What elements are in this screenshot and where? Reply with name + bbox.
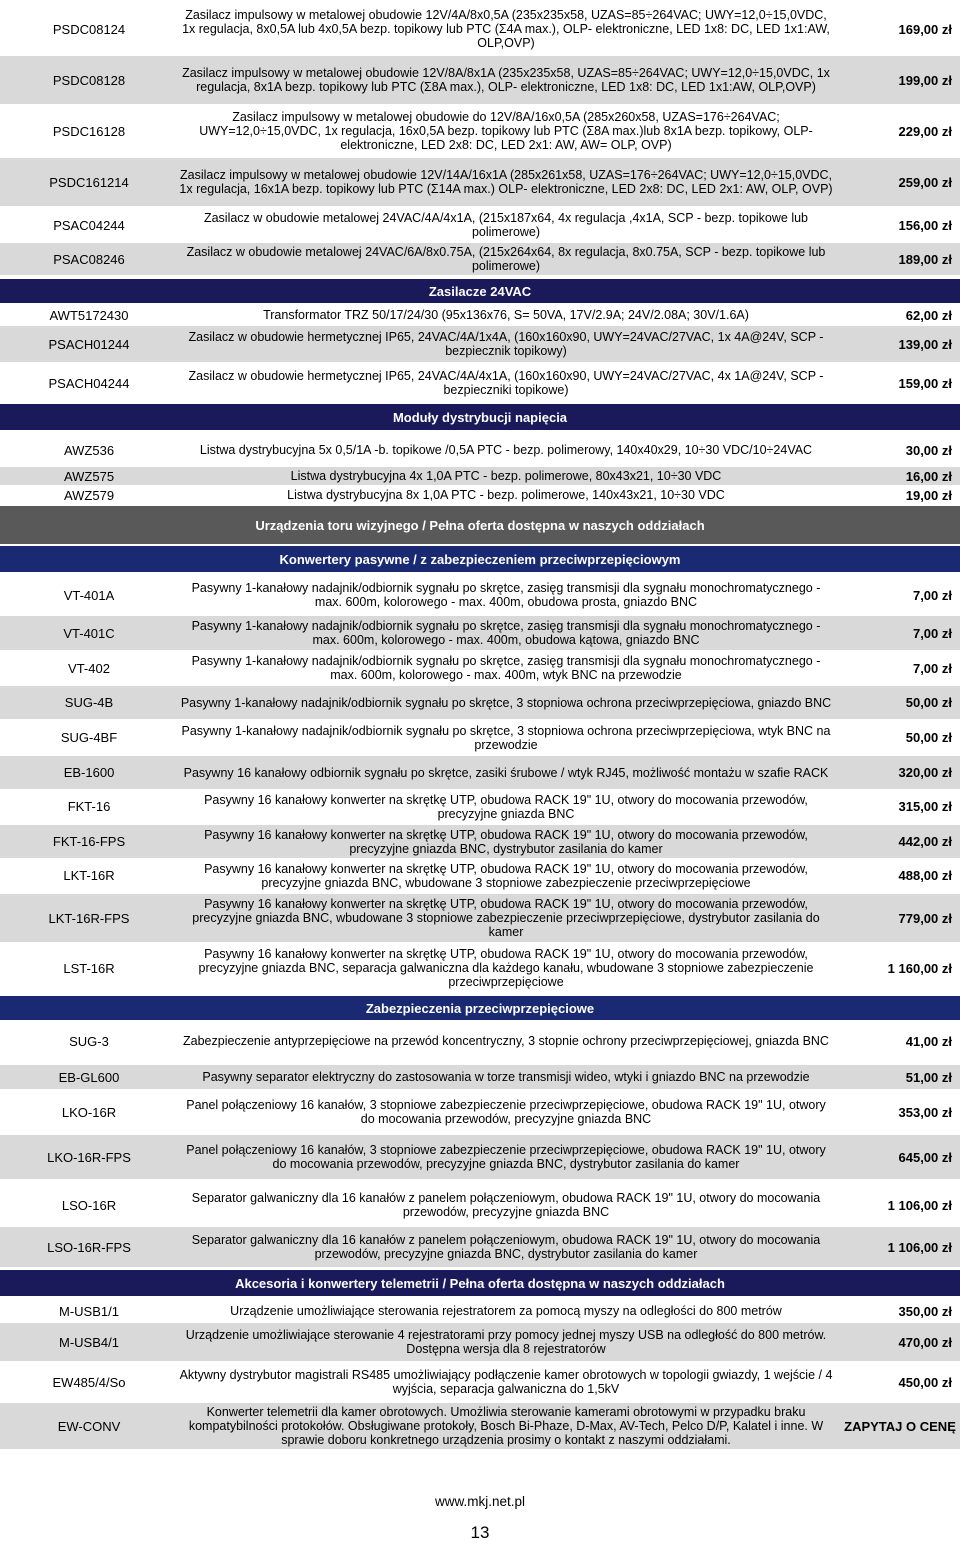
product-price: 50,00 zł bbox=[905, 730, 952, 745]
product-price: 488,00 zł bbox=[898, 868, 952, 883]
table-row bbox=[0, 686, 960, 719]
product-code: LSO-16R bbox=[61, 1197, 117, 1213]
product-price: 7,00 zł bbox=[912, 660, 952, 676]
product-description: Pasywny 16 kanałowy odbiornik sygnału po skrętce, zasiki śrubowe / wtyk RJ45, możliwość montażu w szafie RACK bbox=[183, 765, 829, 780]
product-description: Panel połączeniowy 16 kanałów, 3 stopniowe zabezpieczenie przeciwprzepięciowe, obudowa RACK 19" 1U, otwory do mocowania przewodów, precyzyjne gniazda BNC, dystrybutor zasilania do kamer bbox=[186, 1143, 826, 1171]
product-code: FKT-16 bbox=[67, 799, 111, 814]
product-description: Aktywny dystrybutor magistrali RS485 umożliwiający podłączenie kamer obrotowych w topologii gwiazdy, 1 wejście / 4 wyjścia, separacja galwaniczna do 1,5kV bbox=[179, 1368, 833, 1396]
product-price: 1 106,00 zł bbox=[887, 1197, 952, 1213]
product-description: Pasywny 16 kanałowy konwerter na skrętkę UTP, obudowa RACK 19" 1U, otwory do mocowania przewodów, precyzyjne gniazda BNC, wbudowane 3 stopniowe zabezpieczenie przeciwprzepięciowe, dystrybutor zasilania do kamer bbox=[192, 897, 820, 939]
product-description: Pasywny 1-kanałowy nadajnik/odbiornik sygnału po skrętce, 3 stopniowa ochrona przeciwprzepięciowa, wtyk BNC na przewodzie bbox=[181, 723, 831, 752]
section-header-zabezpieczenia: Zabezpieczenia przeciwprzepięciowe bbox=[0, 996, 960, 1020]
product-price: 1 106,00 zł bbox=[887, 1239, 952, 1255]
page-number: 13 bbox=[470, 1523, 490, 1542]
table-row bbox=[0, 756, 960, 789]
product-price: 169,00 zł bbox=[898, 21, 952, 37]
product-price: 259,00 zł bbox=[898, 174, 952, 190]
product-code: M-USB4/1 bbox=[59, 1334, 119, 1350]
table-row bbox=[0, 616, 960, 650]
product-price: 41,00 zł bbox=[905, 1033, 952, 1049]
product-code: SUG-4B bbox=[64, 695, 114, 710]
table-row bbox=[0, 1022, 960, 1060]
product-description: Pasywny 16 kanałowy konwerter na skrętkę UTP, obudowa RACK 19" 1U, otwory do mocowania przewodów, precyzyjne gniazda BNC, dystrybutor zasilania do kamer bbox=[204, 827, 808, 856]
product-description: Zasilacz impulsowy w metalowej obudowie 12V/8A/8x1A (235x235x58, UZAS=85÷264VAC; UWY=12,0÷15,0VDC, 1x regulacja, 8x1A bezp. topikowy lub PTC (Σ8A max.), OLP- elektroniczne, LED 1x8: DC, LED 1x1:AW, OLP,OVP) bbox=[182, 66, 830, 94]
product-code: PSAC04244 bbox=[53, 217, 125, 233]
table-row bbox=[0, 364, 960, 402]
product-description: Zasilacz w obudowie metalowej 24VAC/4A/4x1A, (215x187x64, 4x regulacja ,4x1A, SCP - bezp. topikowe lub polimerowe) bbox=[203, 211, 809, 239]
product-description: Transformator TRZ 50/17/24/30 (95x136x76, S= 50VA, 17V/2.9A; 24V/2.08A; 30V/1.6A) bbox=[263, 308, 749, 322]
table-row bbox=[0, 1185, 960, 1225]
section-header-tor-wizyjny: Urządzenia toru wizyjnego / Pełna oferta dostępna w naszych oddziałach bbox=[0, 506, 960, 544]
product-code: PSACH01244 bbox=[48, 336, 130, 352]
product-description: Zasilacz w obudowie hermetycznej IP65, 24VAC/4A/4x1A, (160x160x90, UWY=24VAC/27VAC, 4x 1A@24V, SCP - bezpieczniki topikowe) bbox=[188, 369, 824, 397]
product-code: LKO-16R bbox=[61, 1104, 117, 1120]
product-description: Separator galwaniczny dla 16 kanałów z panelem połączeniowym, obudowa RACK 19" 1U, otwory do mocowania przewodów, precyzyjne gniazda BNC, dystrybutor zasilania do kamer bbox=[191, 1233, 821, 1261]
product-price: 30,00 zł bbox=[905, 442, 952, 458]
section-header-moduly: Moduły dystrybucji napięcia bbox=[0, 404, 960, 430]
table-row bbox=[0, 577, 960, 613]
table-row bbox=[0, 651, 960, 685]
product-description: Pasywny 1-kanałowy nadajnik/odbiornik sygnału po skrętce, zasięg transmisji dla sygnału monochromatycznego - max. 600m, kolorowego - max. 400m, obudowa prosta, gniazdo BNC bbox=[191, 581, 821, 609]
table-row bbox=[0, 305, 960, 325]
table-row bbox=[0, 1135, 960, 1179]
product-price: 229,00 zł bbox=[898, 123, 952, 139]
table-row bbox=[0, 158, 960, 206]
table-row bbox=[0, 721, 960, 754]
product-code: PSACH04244 bbox=[48, 375, 130, 391]
product-price: 450,00 zł bbox=[898, 1374, 952, 1390]
product-description: Pasywny 1-kanałowy nadajnik/odbiornik sygnału po skrętce, zasięg transmisji dla sygnału monochromatycznego - max. 600m, kolorowego - max. 400m, obudowa kątowa, gniazdo BNC bbox=[191, 619, 821, 647]
product-code: AWZ575 bbox=[63, 468, 115, 484]
product-code: PSDC161214 bbox=[49, 174, 129, 190]
product-price: ZAPYTAJ O CENĘ bbox=[844, 1418, 956, 1434]
product-description: Pasywny 1-kanałowy nadajnik/odbiornik sygnału po skrętce, 3 stopniowa ochrona przeciwprzepięciowa, gniazdo BNC bbox=[180, 695, 832, 710]
product-price: 320,00 zł bbox=[898, 765, 952, 780]
table-row bbox=[0, 435, 960, 465]
table-row bbox=[0, 894, 960, 942]
product-description: Listwa dystrybucyjna 4x 1,0A PTC - bezp. polimerowe, 80x43x21, 10÷30 VDC bbox=[290, 469, 722, 483]
product-description: Zabezpieczenie antyprzepięciowe na przewód koncentryczny, 3 stopnie ochrony przeciwprzepięciowej, gniazda BNC bbox=[183, 1034, 829, 1048]
product-description: Panel połączeniowy 16 kanałów, 3 stopniowe zabezpieczenie przeciwprzepięciowe, obudowa RACK 19" 1U, otwory do mocowania przewodów, precyzyjne gniazda BNC bbox=[186, 1098, 826, 1126]
product-description: Zasilacz impulsowy w metalowej obudowie do 12V/8A/16x0,5A (285x260x58, UZAS=176÷264VAC; UWY=12,0÷15,0VDC, 1x regulacja, 16x0,5A bezp. topikowy lub PTC (Σ8A max.)lub 8x1A bezp. topikowy, OLP- elektroniczne, LED 2x8: DC, LED 2x1: AW, AW= OLP, OVP) bbox=[199, 110, 813, 152]
table-row bbox=[0, 1364, 960, 1400]
product-price: 1 160,00 zł bbox=[887, 960, 952, 976]
product-description: Pasywny 16 kanałowy konwerter na skrętkę UTP, obudowa RACK 19" 1U, otwory do mocowania przewodów, precyzyjne gniazda BNC bbox=[204, 792, 808, 821]
product-price: 19,00 zł bbox=[905, 487, 952, 503]
product-code: PSDC08124 bbox=[52, 21, 126, 37]
product-price: 189,00 zł bbox=[898, 251, 952, 267]
product-code: LKT-16R bbox=[63, 868, 115, 883]
product-price: 315,00 zł bbox=[898, 799, 952, 814]
product-price: 7,00 zł bbox=[912, 587, 952, 603]
product-description: Zasilacz impulsowy w metalowej obudowie 12V/4A/8x0,5A (235x235x58, UZAS=85÷264VAC; UWY=12,0÷15,0VDC, 1x regulacja, 8x0,5A lub 4x0,5A bezp. topikowy lub PTC (Σ4A max.), OLP- elektroniczne, LED 1x8: DC, LED 1x1:AW, OLP,OVP) bbox=[182, 8, 830, 50]
product-description: Listwa dystrybucyjna 8x 1,0A PTC - bezp. polimerowe, 140x43x21, 10÷30 VDC bbox=[287, 488, 725, 502]
product-code: PSAC08246 bbox=[53, 251, 125, 267]
product-code: LKO-16R-FPS bbox=[47, 1149, 131, 1165]
product-price: 353,00 zł bbox=[898, 1104, 952, 1120]
product-price: 139,00 zł bbox=[898, 336, 952, 352]
table-row bbox=[0, 467, 960, 485]
product-code: M-USB1/1 bbox=[59, 1303, 119, 1319]
product-code: SUG-4BF bbox=[60, 730, 118, 745]
table-row bbox=[0, 106, 960, 156]
product-price: 50,00 zł bbox=[905, 695, 952, 710]
product-code: VT-401C bbox=[63, 625, 115, 641]
product-code: LKT-16R-FPS bbox=[48, 910, 130, 926]
product-price: 16,00 zł bbox=[905, 468, 952, 484]
product-code: VT-402 bbox=[68, 660, 110, 676]
product-price: 350,00 zł bbox=[898, 1303, 952, 1319]
product-description: Pasywny 16 kanałowy konwerter na skrętkę UTP, obudowa RACK 19" 1U, otwory do mocowania przewodów, precyzyjne gniazda BNC, wbudowane 3 stopniowe zabezpieczenie przeciwprzepięciowe bbox=[204, 861, 808, 890]
product-code: AWT5172430 bbox=[49, 307, 129, 323]
table-row bbox=[0, 4, 960, 54]
table-row bbox=[0, 825, 960, 858]
table-row bbox=[0, 1093, 960, 1131]
product-code: FKT-16-FPS bbox=[52, 834, 126, 849]
table-row bbox=[0, 56, 960, 104]
table-row bbox=[0, 1323, 960, 1361]
product-code: EB-GL600 bbox=[58, 1069, 120, 1085]
table-row bbox=[0, 1065, 960, 1089]
product-price: 199,00 zł bbox=[898, 72, 952, 88]
table-row bbox=[0, 859, 960, 892]
product-code: LSO-16R-FPS bbox=[47, 1239, 131, 1255]
product-price: 62,00 zł bbox=[905, 307, 952, 323]
product-description: Urządzenie umożliwiające sterowania rejestratorem za pomocą myszy na odległości do 800 metrów bbox=[230, 1304, 782, 1318]
table-row bbox=[0, 208, 960, 242]
table-row bbox=[0, 486, 960, 504]
product-description: Listwa dystrybucyjna 5x 0,5/1A -b. topikowe /0,5A PTC - bezp. polimerowy, 140x40x29, 10÷30 VDC/10÷24VAC bbox=[199, 443, 813, 457]
product-description: Zasilacz impulsowy w metalowej obudowie 12V/14A/16x1A (285x261x58, UZAS=176÷264VAC; UWY=12,0÷15,0VDC, 1x regulacja, 16x1A bezp. topikowy lub PTC (Σ14A max.) OLP- elektroniczne, LED 2x8: DC, LED 2x1: AW, OLP, OVP) bbox=[179, 168, 833, 196]
product-code: AWZ579 bbox=[63, 487, 115, 503]
product-price: 7,00 zł bbox=[912, 625, 952, 641]
table-row bbox=[0, 944, 960, 992]
product-description: Pasywny 16 kanałowy konwerter na skrętkę UTP, obudowa RACK 19" 1U, otwory do mocowania przewodów, precyzyjne gniazda BNC, separacja galwaniczna dla każdego kanału, wbudowane 3 stopniowe zabezpieczenie przeciwprzepięciowe bbox=[198, 947, 814, 989]
product-price: 159,00 zł bbox=[898, 375, 952, 391]
product-price: 156,00 zł bbox=[898, 217, 952, 233]
product-code: EW-CONV bbox=[57, 1418, 121, 1434]
product-description: Urządzenie umożliwiające sterowanie 4 rejestratorami przy pomocy jednej myszy USB na odległość do 800 metrów. Dostępna wersja dla 8 rejestratorów bbox=[185, 1328, 827, 1356]
section-header-24vac: Zasilacze 24VAC bbox=[0, 279, 960, 303]
product-code: LST-16R bbox=[63, 960, 115, 976]
product-code: PSDC16128 bbox=[52, 123, 126, 139]
product-price: 779,00 zł bbox=[898, 910, 952, 926]
footer-url: www.mkj.net.pl bbox=[434, 1494, 526, 1509]
table-row bbox=[0, 1403, 960, 1449]
product-description: Zasilacz w obudowie metalowej 24VAC/6A/8x0.75A, (215x264x64, 8x regulacja, 8x0.75A, SCP - bezp. topikowe lub polimerowe) bbox=[186, 245, 826, 273]
product-description: Pasywny 1-kanałowy nadajnik/odbiornik sygnału po skrętce, zasięg transmisji dla sygnału monochromatycznego - max. 600m, kolorowego - max. 400m, wtyk BNC na przewodzie bbox=[191, 654, 821, 682]
table-row bbox=[0, 326, 960, 362]
table-row bbox=[0, 1301, 960, 1321]
product-code: SUG-3 bbox=[69, 1033, 109, 1049]
product-price: 645,00 zł bbox=[898, 1149, 952, 1165]
table-row bbox=[0, 1227, 960, 1267]
section-header-akcesoria: Akcesoria i konwertery telemetrii / Pełna oferta dostępna w naszych oddziałach bbox=[0, 1270, 960, 1296]
product-code: PSDC08128 bbox=[52, 72, 126, 88]
product-description: Zasilacz w obudowie hermetycznej IP65, 24VAC/4A/1x4A, (160x160x90, UWY=24VAC/27VAC, 1x 4A@24V, SCP - bezpiecznik topikowy) bbox=[188, 330, 824, 358]
product-price: 442,00 zł bbox=[898, 834, 952, 849]
product-price: 51,00 zł bbox=[905, 1069, 952, 1085]
product-description: Separator galwaniczny dla 16 kanałów z panelem połączeniowym, obudowa RACK 19" 1U, otwory do mocowania przewodów, precyzyjne gniazda BNC bbox=[191, 1191, 821, 1219]
product-description: Pasywny separator elektryczny do zastosowania w torze transmisji wideo, wtyki i gniazdo BNC na przewodzie bbox=[202, 1070, 810, 1084]
table-row bbox=[0, 790, 960, 823]
product-code: AWZ536 bbox=[63, 442, 115, 458]
table-row bbox=[0, 243, 960, 275]
product-code: EW485/4/So bbox=[52, 1374, 126, 1390]
product-code: VT-401A bbox=[63, 587, 115, 603]
product-price: 470,00 zł bbox=[898, 1334, 952, 1350]
product-code: EB-1600 bbox=[63, 765, 115, 780]
section-header-konwertery: Konwertery pasywne / z zabezpieczeniem przeciwprzepięciowym bbox=[0, 546, 960, 572]
product-description: Konwerter telemetrii dla kamer obrotowych. Umożliwia sterowanie kamerami obrotowymi w przypadku braku kompatybilności protokołów. Obsługiwane protokoły, Bosch Bi-Phaze, D-Max, AV-Tech, Pelco D/P, Kalatel i inne. W sprawie doboru konkretnego urządzenia prosimy o kontakt z naszymi oddziałami. bbox=[188, 1405, 824, 1447]
